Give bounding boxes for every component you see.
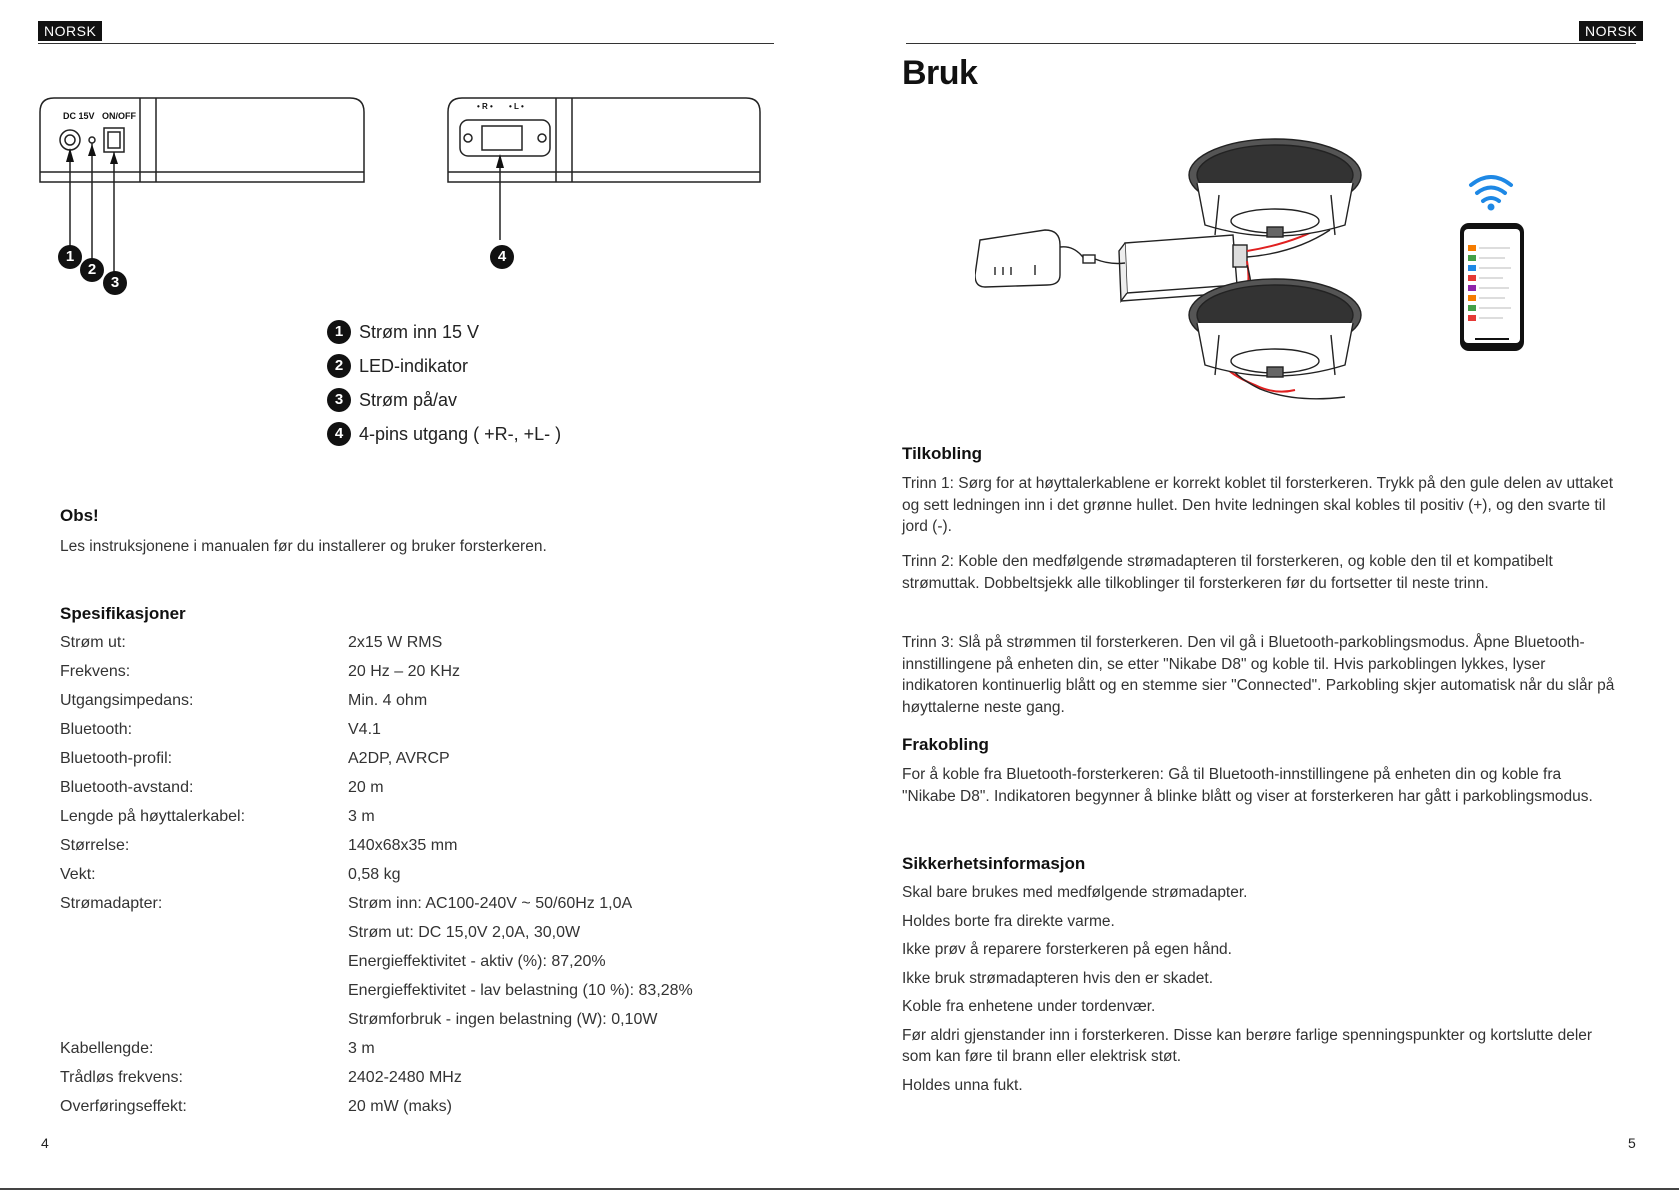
spec-row xyxy=(60,634,760,663)
connection-illustration xyxy=(975,135,1535,415)
spec-label: Vekt: xyxy=(60,866,96,883)
spec-row xyxy=(60,808,760,837)
spec-row xyxy=(60,1011,760,1040)
spec-value: 20 mW (maks) xyxy=(348,1098,452,1115)
power-adapter-icon xyxy=(975,230,1095,287)
frakobling-heading: Frakobling xyxy=(902,735,989,754)
dc-label: DC 15V xyxy=(63,111,95,121)
callout-4: 4 xyxy=(490,245,514,269)
onoff-label: ON/OFF xyxy=(102,111,136,121)
spec-row xyxy=(60,1040,760,1069)
spec-value: 2x15 W RMS xyxy=(348,634,443,651)
spec-value: 0,58 kg xyxy=(348,866,401,883)
safety-item: Holdes borte fra direkte varme. xyxy=(902,912,1115,930)
callout-3: 3 xyxy=(103,271,127,295)
spec-label: Bluetooth-profil: xyxy=(60,750,173,767)
header-rule-left xyxy=(38,43,774,44)
spec-label: Strøm ut: xyxy=(60,634,126,651)
speaker-icon xyxy=(1189,279,1361,377)
header-rule-right xyxy=(906,43,1636,44)
spec-table xyxy=(60,634,760,1134)
spec-value: 20 Hz – 20 KHz xyxy=(348,663,461,680)
safety-list xyxy=(902,882,1618,1103)
page-number-right: 5 xyxy=(1628,1135,1636,1151)
r-label: • R • xyxy=(477,102,493,111)
obs-heading: Obs! xyxy=(60,506,99,525)
spec-value: Energieffektivitet - lav belastning (10 %): 83,28% xyxy=(348,982,693,999)
legend-number: 2 xyxy=(327,354,351,378)
legend-item xyxy=(327,315,561,349)
spec-value: Strømforbruk - ingen belastning (W): 0,10W xyxy=(348,1011,658,1028)
spec-row xyxy=(60,837,760,866)
step-2-text: Trinn 2: Koble den medfølgende strømadapteren til forsterkeren, og koble den til et kompatibelt strømuttak. Dobbeltsjekk alle tilkoblinger til forsterkeren før du fortsetter til neste trinn. xyxy=(902,553,1553,592)
frakobling-text: For å koble fra Bluetooth-forsterkeren: Gå til Bluetooth-innstillingene på enheten din og koble fra "Nikabe D8". Indikatoren begynner å blinke blått og viser at forsterkeren har gått i parkoblingsmodus. xyxy=(902,766,1593,805)
spec-row xyxy=(60,779,760,808)
spec-heading: Spesifikasjoner xyxy=(60,604,186,623)
callout-1: 1 xyxy=(58,245,82,269)
spec-row xyxy=(60,866,760,895)
legend-text: LED-indikator xyxy=(359,355,469,376)
l-label: • L • xyxy=(509,102,524,111)
amplifier-diagram xyxy=(30,90,810,300)
legend-text: Strøm på/av xyxy=(359,389,458,410)
spec-row xyxy=(60,982,760,1011)
step-3-text: Trinn 3: Slå på strømmen til forsterkeren. Den vil gå i Bluetooth-parkoblingsmodus. Åpne Bluetooth-innstillingene på enheten din, se etter "Nikabe D8" og koble til. Hvis parkoblingen lykkes, lyser indikatoren kontinuerlig blått og en stemme sier "Connected". Parkobling skjer automatisk når du slår på høyttalerne neste gang. xyxy=(902,634,1615,716)
amplifier-back-panel xyxy=(448,98,760,240)
phone-icon xyxy=(1460,223,1524,351)
bottom-edge xyxy=(0,1188,1679,1190)
obs-text: Les instruksjonene i manualen før du installerer og bruker forsterkeren. xyxy=(60,538,547,555)
spec-value: Energieffektivitet - aktiv (%): 87,20% xyxy=(348,953,606,970)
spec-value: 3 m xyxy=(348,1040,375,1057)
spec-label: Frekvens: xyxy=(60,663,131,680)
legend-item xyxy=(327,417,561,451)
spec-value: V4.1 xyxy=(348,721,381,738)
wifi-icon xyxy=(1471,177,1511,201)
speaker-icon xyxy=(1189,139,1361,237)
legend-text: 4-pins utgang ( +R-, +L- ) xyxy=(359,423,562,444)
spec-row xyxy=(60,1069,760,1098)
spec-label: Utgangsimpedans: xyxy=(60,692,194,709)
spec-label: Størrelse: xyxy=(60,837,130,854)
language-badge-left: NORSK xyxy=(38,21,102,41)
safety-item: Ikke prøv å reparere forsterkeren på egen hånd. xyxy=(902,941,1232,958)
legend-item xyxy=(327,383,561,417)
spec-label: Trådløs frekvens: xyxy=(60,1069,183,1086)
legend-text: Strøm inn 15 V xyxy=(359,321,480,342)
spec-value: 20 m xyxy=(348,779,384,796)
page-number-left: 4 xyxy=(41,1135,49,1151)
spec-value: A2DP, AVRCP xyxy=(348,750,450,767)
page-title: Bruk xyxy=(902,54,978,92)
amplifier-front-panel xyxy=(40,98,364,275)
spec-row xyxy=(60,895,760,924)
spec-row xyxy=(60,663,760,692)
spec-label: Overføringseffekt: xyxy=(60,1098,187,1115)
spec-row xyxy=(60,953,760,982)
legend-number: 3 xyxy=(327,388,351,412)
safety-item: Holdes unna fukt. xyxy=(902,1076,1023,1094)
spec-row xyxy=(60,750,760,779)
spec-value: 3 m xyxy=(348,808,375,825)
tilkobling-heading: Tilkobling xyxy=(902,444,982,463)
safety-item: Ikke bruk strømadapteren hvis den er skadet. xyxy=(902,969,1214,987)
spec-value: Min. 4 ohm xyxy=(348,692,428,709)
legend-number: 4 xyxy=(327,422,351,446)
spec-label: Bluetooth-avstand: xyxy=(60,779,194,796)
spec-value: Strøm ut: DC 15,0V 2,0A, 30,0W xyxy=(348,924,581,941)
safety-item: Skal bare brukes med medfølgende strømadapter. xyxy=(902,884,1248,901)
language-badge-right: NORSK xyxy=(1579,21,1643,41)
spec-value: 2402-2480 MHz xyxy=(348,1069,462,1086)
legend xyxy=(327,315,561,451)
callout-2: 2 xyxy=(80,258,104,282)
spec-label: Strømadapter: xyxy=(60,895,163,912)
spec-label: Lengde på høyttalerkabel: xyxy=(60,808,246,825)
safety-item: Koble fra enhetene under tordenvær. xyxy=(902,998,1156,1015)
spec-value: Strøm inn: AC100-240V ~ 50/60Hz 1,0A xyxy=(348,895,633,912)
safety-item: Før aldri gjenstander inn i forsterkeren. Disse kan berøre farlige spenningspunkter og kortslutte deler som kan føre til brann eller elektrisk støt. xyxy=(902,1026,1593,1065)
spec-row xyxy=(60,721,760,750)
step-1-text: Trinn 1: Sørg for at høyttalerkablene er korrekt koblet til forsterkeren. Trykk på den gule delen av uttaket og sett ledningen inn i det grønne hullet. Den hvite ledningen skal kobles til positiv (+), og den svarte til jord (-). xyxy=(902,475,1614,535)
spec-label: Kabellengde: xyxy=(60,1040,154,1057)
spec-row xyxy=(60,924,760,953)
legend-item xyxy=(327,349,561,383)
legend-number: 1 xyxy=(327,320,351,344)
safety-heading: Sikkerhetsinformasjon xyxy=(902,854,1086,873)
spec-label: Bluetooth: xyxy=(60,721,133,738)
spec-value: 140x68x35 mm xyxy=(348,837,458,854)
spec-row xyxy=(60,1098,760,1127)
spec-row xyxy=(60,692,760,721)
